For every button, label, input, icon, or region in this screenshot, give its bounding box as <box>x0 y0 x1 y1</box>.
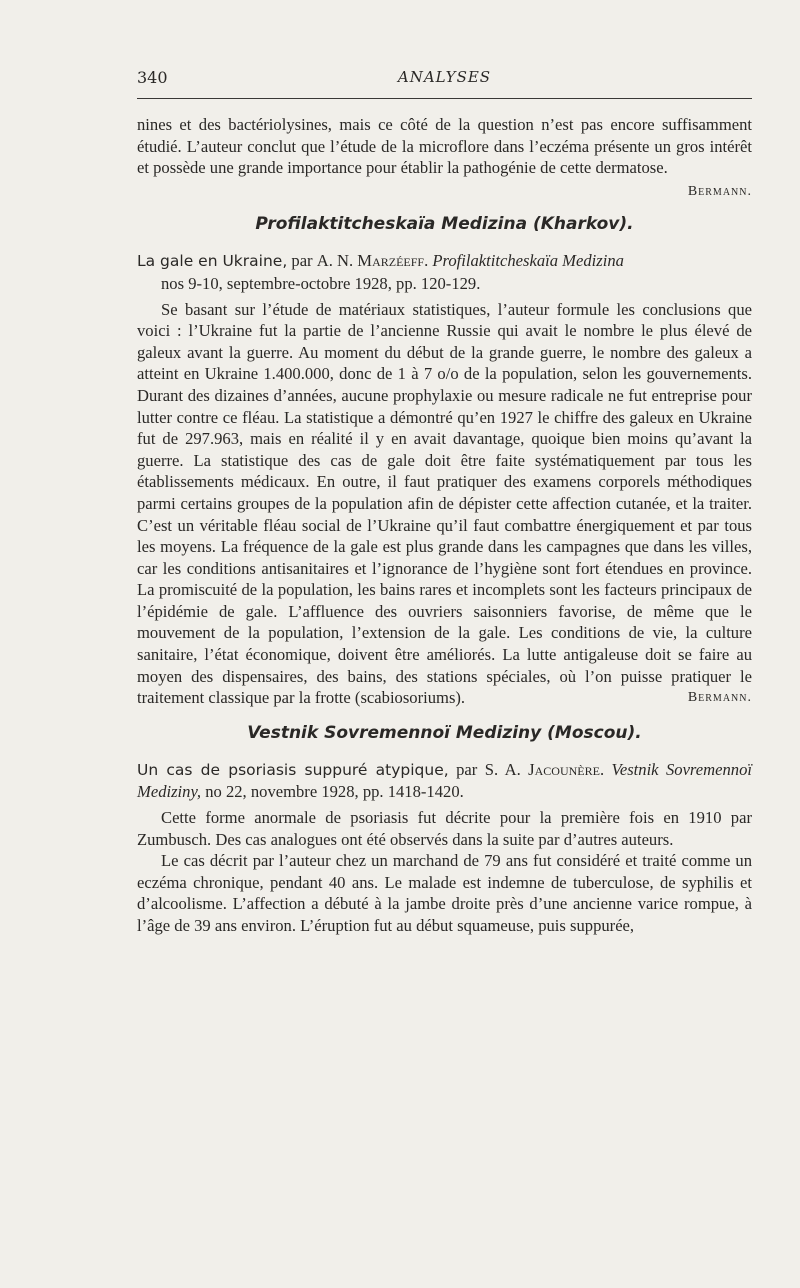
running-title: ANALYSES <box>397 68 492 86</box>
paragraph-gale-ukraine <box>137 299 752 709</box>
journal-heading: Vestnik Sovremennoï Mediziny (Moscou). <box>247 722 642 743</box>
article-reference: Un cas de psoriasis suppuré atypique, par S. A. Jacounère. Vestnik Sovremennoï Mediziny, no 22, novembre 1928, pp. 1418-1420. <box>137 759 752 802</box>
journal-reference: Vestnik Sovremennoï Mediziny, <box>137 759 752 802</box>
author: S. A. Jacounère. <box>484 759 605 779</box>
author: A. N. Marzéeff. <box>316 251 429 271</box>
reference-details: nos 9-10, septembre-octobre 1928, pp. 120-129. <box>161 273 481 293</box>
page <box>137 68 752 937</box>
journal-reference: Profilaktitcheskaïa Medizina <box>428 251 624 271</box>
page-number: 340 <box>137 68 168 87</box>
article-reference: La gale en Ukraine, par A. N. Marzéeff. Profilaktitcheskaïa Medizina <box>137 251 624 271</box>
journal-heading: Profilaktitcheskaïa Medizina (Kharkov). <box>255 214 634 235</box>
article-title: La gale en Ukraine, <box>137 252 288 271</box>
reference-details: no 22, novembre 1928, pp. 1418-1420. <box>201 782 464 802</box>
paragraph-case-description: Le cas décrit par l’auteur chez un marchand de 79 ans fut considéré et traité comme un eczéma chronique, pendant 40 ans. Le malade est indemne de tuberculose, de syphilis et d’alcoolisme. L’affection a débuté à la jambe droite près d’une ancienne varice rompue, à l’âge de 39 ans environ. L’éruption fut au début squameuse, puis suppurée, <box>137 851 752 935</box>
paragraph-text: Se basant sur l’étude de matériaux statistiques, l’auteur formule les conclusions que voici : l’Ukraine fut la partie de l’ancienne Russie qui avait le nombre le plus élevé de galeux avant la guerre. Au moment du début de la grande guerre, le nombre des galeux a atteint en Ukraine 1.400.000, donc de 1 à 7 o/o de la population, selon les gouvernements. Durant des dizaines d’années, aucune prophylaxie ou mesure radicale ne fut entreprise pour lutter contre ce fléau. La statistique a démontré qu’en 1927 le chiffre des galeux en Ukraine fut de 297.963, mais en réalité il y en avait davantage, quoique bien moins qu’avant la guerre. La statistique des cas de gale doit être faite systématiquement par tous les établissements médicaux. En outre, il faut pratiquer des examens corporels méthodiques parmi certains groupes de la population afin de dépister cette affection cutanée, et la traiter. C’est un véritable fléau social de l’Ukraine qu’il faut combattre énergiquement et par tous les moyens. La fréquence de la gale est plus grande dans les campagnes que dans les villes, car les conditions antisanitaires et l’ignorance de l’hygiène sont fort étendues en province. La promiscuité de la population, les bains rares et incomplets sont les facteurs principaux de l’épidémie de gale. L’affluence des ouvriers saisonniers favorise, de même que le mouvement de la population, l’extension de la gale. Les conditions de vie, la culture sanitaire, l’état économique, doivent être améliorés. La lutte antigaleuse doit se faire au moyen des dispensaires, des bains, des stations spéciales, où l’on puisse pratiquer le traitement classique par la frotte (scabiosoriums). <box>137 299 752 708</box>
signature: Bermann. <box>687 183 752 199</box>
running-head <box>137 68 752 90</box>
paragraph-eczema-conclusion: nines et des bactériolysines, mais ce côté de la question n’est pas encore suffisamment étudié. L’auteur conclut que l’étude de la microflore dans l’eczéma présente un gros intérêt et possède une grande importance pour établir la pathogénie de cette dermatose. <box>137 115 752 178</box>
article-title: Un cas de psoriasis suppuré atypique, <box>137 760 449 779</box>
paragraph-psoriasis-history: Cette forme anormale de psoriasis fut décrite pour la première fois en 1910 par Zumbusch. Des cas analogues ont été observés dans la suite par d’autres auteurs. <box>137 808 752 849</box>
signature: Bermann. <box>687 690 752 706</box>
